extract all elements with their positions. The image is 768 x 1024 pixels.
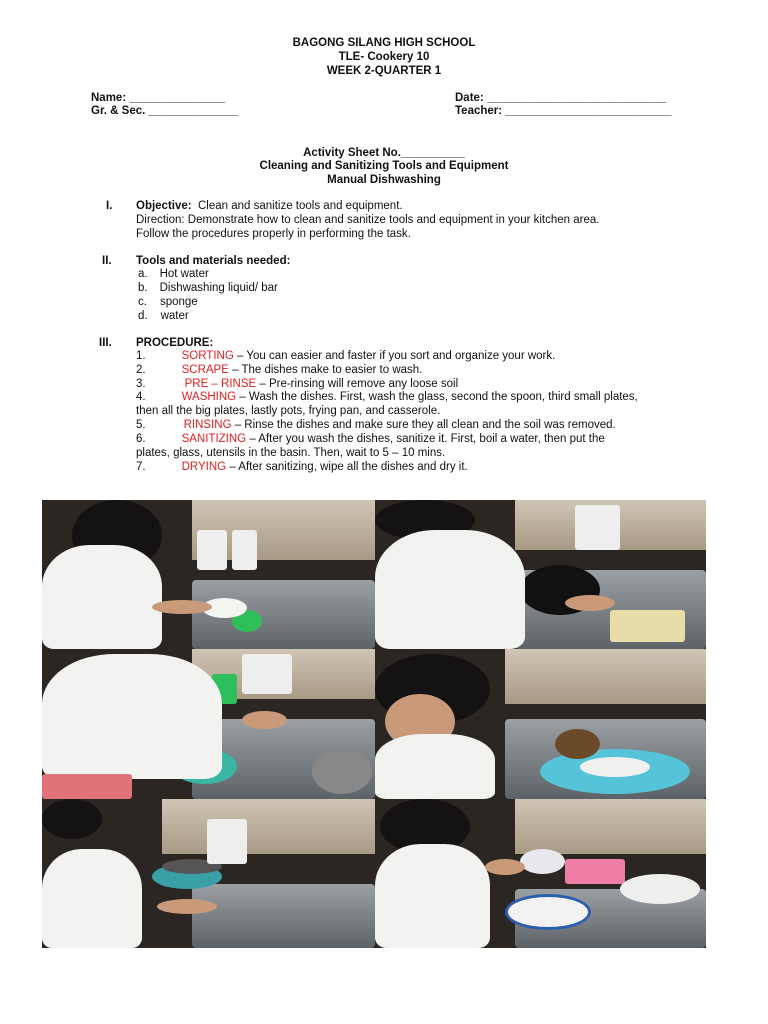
section2-numeral: II. <box>102 255 112 267</box>
teacher-field: Teacher: __________________________ <box>455 105 672 117</box>
photo-scrape <box>375 500 706 649</box>
step-text: – Rinse the dishes and make sure they all clean and the soil was removed. <box>231 419 616 431</box>
tools-heading: Tools and materials needed: <box>136 255 291 267</box>
step-keyword: SANITIZING <box>181 433 247 445</box>
name-field: Name: _______________ <box>91 92 226 104</box>
step-number: 3. <box>136 378 146 390</box>
date-field: Date: ____________________________ <box>455 92 667 104</box>
step-text: – The dishes make to easier to wash. <box>228 364 423 376</box>
procedure-heading: PROCEDURE: <box>136 337 214 349</box>
photo-washing <box>375 649 706 799</box>
step-keyword: SCRAPE <box>181 364 229 376</box>
tool-item <box>138 310 189 322</box>
procedure-step-5 <box>136 419 616 431</box>
section1-numeral: I. <box>106 200 113 212</box>
week-quarter: WEEK 2-QUARTER 1 <box>326 65 442 77</box>
step-keyword: DRYING <box>181 461 227 473</box>
tool-letter: b. <box>138 282 148 294</box>
step-keyword: WASHING <box>181 391 237 403</box>
step-number: 2. <box>136 364 146 376</box>
procedure-step-7 <box>136 461 468 473</box>
subject-title: TLE- Cookery 10 <box>338 51 430 63</box>
photo-pre-rinse <box>42 649 375 799</box>
topic-title: Cleaning and Sanitizing Tools and Equipment <box>259 160 509 172</box>
procedure-step-1 <box>136 350 555 362</box>
school-name: BAGONG SILANG HIGH SCHOOL <box>292 37 476 49</box>
objective-line <box>136 200 403 212</box>
step-text: – Wash the dishes. First, wash the glass, second the spoon, third small plates, <box>236 391 638 403</box>
procedure-step-6-continued: plates, glass, utensils in the basin. Then, wait to 5 – 10 mins. <box>136 447 446 459</box>
direction-line-2: Follow the procedures properly in performing the task. <box>136 228 411 240</box>
step-number: 7. <box>136 461 146 473</box>
tool-text: sponge <box>159 296 198 308</box>
procedure-step-4 <box>136 391 638 403</box>
subtopic-title: Manual Dishwashing <box>327 174 441 186</box>
procedure-step-4-continued: then all the big plates, lastly pots, frying pan, and casserole. <box>136 405 441 417</box>
tool-letter: a. <box>138 268 148 280</box>
objective-text: Clean and sanitize tools and equipment. <box>198 200 403 212</box>
step-text: – You can easier and faster if you sort and organize your work. <box>233 350 556 362</box>
photo-rinsing <box>42 799 375 948</box>
step-text: – Pre-rinsing will remove any loose soil <box>256 378 459 390</box>
tool-letter: c. <box>138 296 147 308</box>
tool-item <box>138 296 198 308</box>
tool-text: water <box>160 310 189 322</box>
section3-numeral: III. <box>99 337 112 349</box>
grade-section-field: Gr. & Sec. ______________ <box>91 105 239 117</box>
step-number: 4. <box>136 391 146 403</box>
step-keyword: SORTING <box>181 350 234 362</box>
activity-sheet-title: Activity Sheet No.__________ <box>303 147 465 159</box>
direction-line-1: Direction: Demonstrate how to clean and sanitize tools and equipment in your kitchen area. <box>136 214 600 226</box>
tool-text: Hot water <box>159 268 209 280</box>
tool-letter: d. <box>138 310 148 322</box>
tool-item <box>138 268 209 280</box>
photo-sorting <box>42 500 375 649</box>
procedure-step-3 <box>136 378 458 390</box>
step-keyword: RINSING <box>183 419 232 431</box>
step-number: 1. <box>136 350 146 362</box>
procedure-step-2 <box>136 364 422 376</box>
objective-label: Objective: <box>136 200 192 212</box>
step-number: 6. <box>136 433 146 445</box>
step-text: – After sanitizing, wipe all the dishes and dry it. <box>226 461 468 473</box>
photo-sanitizing-drying <box>375 799 706 948</box>
step-text: – After you wash the dishes, sanitize it. First, boil a water, then put the <box>246 433 605 445</box>
step-number: 5. <box>136 419 146 431</box>
procedure-step-6 <box>136 433 605 445</box>
tool-item <box>138 282 278 294</box>
tool-text: Dishwashing liquid/ bar <box>159 282 278 294</box>
step-keyword: PRE – RINSE <box>184 378 257 390</box>
